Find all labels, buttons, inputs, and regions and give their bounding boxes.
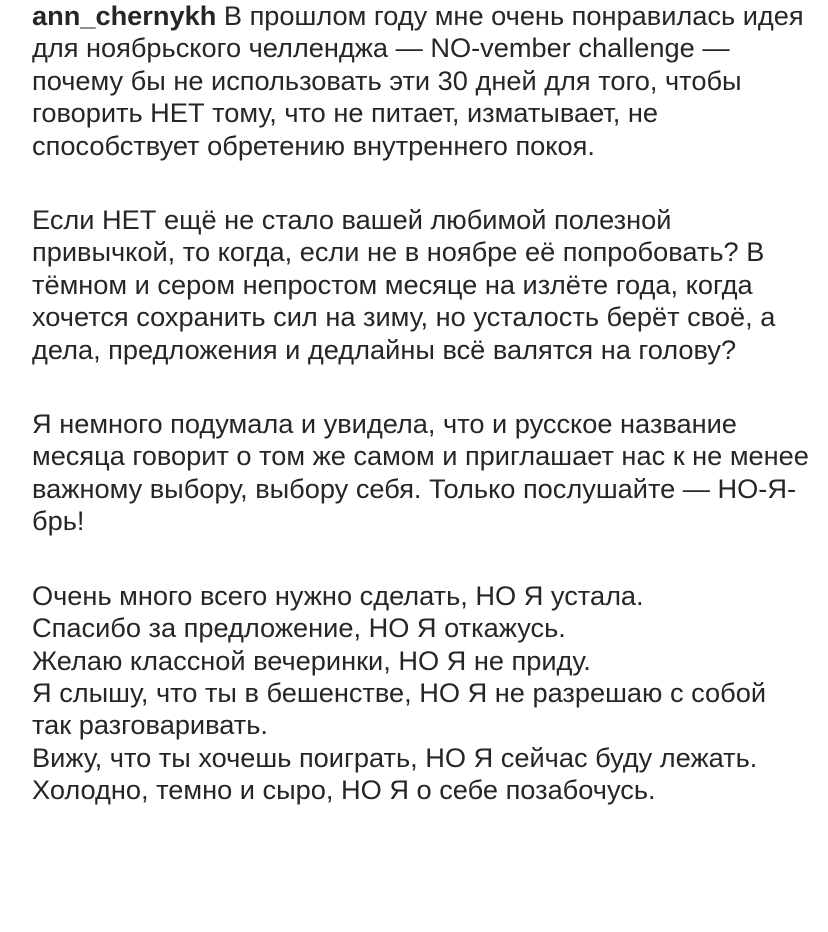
- caption-list-item-1: Очень много всего нужно сделать, НО Я устала.: [32, 579, 644, 611]
- caption-list-item-4: Я слышу, что ты в бешенстве, НО Я не разрешаю с собой так разговаривать.: [32, 676, 767, 741]
- paragraph-spacer: [32, 538, 812, 580]
- paragraph-spacer: [32, 366, 812, 408]
- caption-paragraph-1: [32, 0, 812, 162]
- caption-paragraph-2: Если НЕТ ещё не стало вашей любимой полезной привычкой, то когда, если не в ноябре её попробовать? В тёмном и сером непростом месяце на излёте года, когда хочется сохранить сил на зиму, но усталость берёт своё, а дела, предложения и дедлайны всё валятся на голову?: [32, 204, 776, 365]
- caption-list-item-5: Вижу, что ты хочешь поиграть, НО Я сейчас буду лежать.: [32, 741, 758, 773]
- paragraph-spacer: [32, 162, 812, 204]
- username-link[interactable]: ann_chernykh: [32, 0, 217, 31]
- caption-paragraph-1-text: В прошлом году мне очень понравилась идея для ноябрьского челленджа — NO-vember challenge — почему бы не использовать эти 30 дней для того, чтобы говорить НЕТ тому, что не питает, изматывает, не способствует обретению внутреннего покоя.: [32, 0, 804, 161]
- caption-list-item-6: Холодно, темно и сыро, НО Я о себе позабочусь.: [32, 774, 656, 806]
- caption-list-item-2: Спасибо за предложение, НО Я откажусь.: [32, 612, 566, 644]
- caption-list-item-3: Желаю классной вечеринки, НО Я не приду.: [32, 644, 591, 676]
- caption-paragraph-3: Я немного подумала и увидела, что и русское название месяца говорит о том же самом и приглашает нас к не менее важному выбору, выбору себя. Только послушайте — НО-Я-брь!: [32, 408, 809, 537]
- post-caption: [32, 0, 812, 807]
